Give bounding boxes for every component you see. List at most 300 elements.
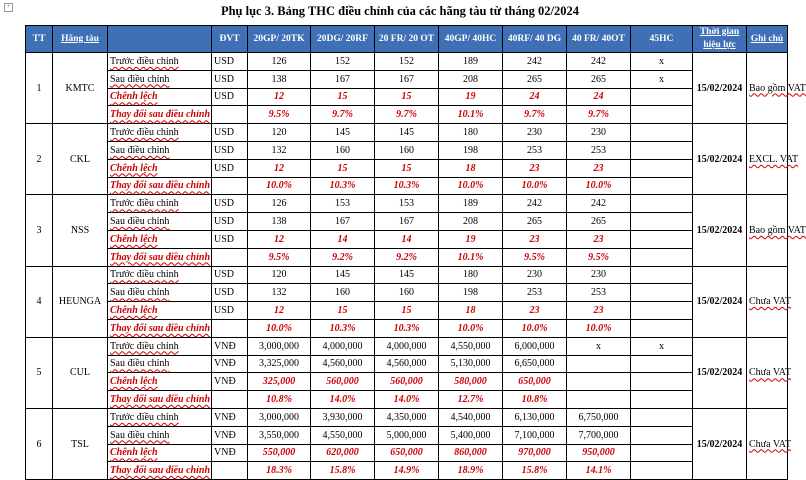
value-cell: 7,100,000: [503, 426, 567, 444]
value-cell: 153: [375, 195, 439, 213]
value-cell: 12: [248, 88, 311, 106]
value-cell: 9.7%: [567, 106, 631, 124]
value-cell-45hc: [631, 444, 693, 462]
header-tt: TT: [26, 26, 53, 53]
table-row: [26, 70, 788, 88]
table-row: [26, 462, 788, 480]
row-label-text: Chênh lệch: [110, 376, 158, 388]
value-cell: 23: [567, 302, 631, 320]
value-cell: 198: [439, 284, 503, 302]
value-cell: 253: [503, 284, 567, 302]
value-cell: 23: [503, 302, 567, 320]
currency-unit: USD: [212, 141, 248, 159]
value-cell: 10.3%: [311, 319, 375, 337]
vat-note: [747, 53, 806, 124]
value-cell: 14.0%: [311, 391, 375, 409]
row-label-text: Sau điều chỉnh: [110, 358, 170, 370]
value-cell: 10.0%: [439, 319, 503, 337]
value-cell: 167: [375, 70, 439, 88]
table-row: [26, 355, 788, 373]
row-label-text: Sau điều chỉnh: [110, 73, 170, 85]
row-label: [108, 177, 212, 195]
row-label: [108, 319, 212, 337]
value-cell: 253: [567, 141, 631, 159]
value-cell: 560,000: [375, 373, 439, 391]
value-cell-45hc: [631, 124, 693, 142]
row-label-text: Sau điều chỉnh: [110, 287, 170, 299]
table-row: [26, 444, 788, 462]
value-cell-45hc: [631, 373, 693, 391]
value-cell-45hc: [631, 106, 693, 124]
value-cell-45hc: [631, 408, 693, 426]
row-label-text: Trước điều chỉnh: [110, 269, 179, 281]
value-cell: 10.0%: [567, 319, 631, 337]
table-row: [26, 408, 788, 426]
table-row: [26, 213, 788, 231]
table-row: [26, 426, 788, 444]
value-cell-45hc: [631, 302, 693, 320]
row-index: 2: [26, 124, 53, 195]
value-cell: 12: [248, 230, 311, 248]
value-cell: 3,000,000: [248, 337, 311, 355]
value-cell: 620,000: [311, 444, 375, 462]
value-cell-45hc: [631, 355, 693, 373]
thc-table: [25, 25, 806, 480]
value-cell-45hc: x: [631, 53, 693, 71]
value-cell: [567, 391, 631, 409]
header-40gp: 40GP/ 40HC: [439, 26, 503, 53]
value-cell: 23: [567, 159, 631, 177]
table-row: [26, 391, 788, 409]
value-cell: 5,400,000: [439, 426, 503, 444]
row-label: [108, 391, 212, 409]
currency-unit: USD: [212, 88, 248, 106]
row-index: 4: [26, 266, 53, 337]
row-label-text: Sau điều chỉnh: [110, 144, 170, 156]
value-cell: 265: [503, 70, 567, 88]
value-cell: 138: [248, 70, 311, 88]
vat-note: [747, 408, 792, 479]
currency-unit: USD: [212, 284, 248, 302]
value-cell-45hc: [631, 88, 693, 106]
value-cell: 120: [248, 266, 311, 284]
value-cell: 24: [567, 88, 631, 106]
value-cell: 152: [311, 53, 375, 71]
value-cell: 9.2%: [375, 248, 439, 266]
effective-date: 15/02/2024: [693, 53, 747, 124]
value-cell: 242: [567, 53, 631, 71]
value-cell: 9.2%: [311, 248, 375, 266]
value-cell-45hc: [631, 426, 693, 444]
header-40fr: 40 FR/ 40OT: [567, 26, 631, 53]
value-cell: 4,550,000: [439, 337, 503, 355]
effective-date: 15/02/2024: [693, 195, 747, 266]
value-cell-45hc: [631, 284, 693, 302]
header-20dg: 20DG/ 20RF: [311, 26, 375, 53]
value-cell: 6,650,000: [503, 355, 567, 373]
vat-note: [747, 337, 792, 408]
value-cell: 145: [311, 266, 375, 284]
row-label-text: Thay đổi sau điều chỉnh: [110, 465, 211, 477]
row-index: 6: [26, 408, 53, 479]
value-cell: 23: [503, 230, 567, 248]
value-cell-45hc: x: [631, 337, 693, 355]
value-cell: 242: [503, 195, 567, 213]
value-cell: [567, 355, 631, 373]
value-cell: 18.3%: [248, 462, 311, 480]
value-cell: 10.3%: [375, 319, 439, 337]
currency-unit: VNĐ: [212, 373, 248, 391]
value-cell: 12: [248, 159, 311, 177]
row-label-text: Trước điều chỉnh: [110, 411, 179, 423]
header-unit: ĐVT: [212, 26, 248, 53]
row-label-text: Trước điều chỉnh: [110, 198, 179, 210]
value-cell: 12.7%: [439, 391, 503, 409]
currency-unit: VNĐ: [212, 337, 248, 355]
value-cell: 189: [439, 53, 503, 71]
value-cell: 189: [439, 195, 503, 213]
value-cell: 5,130,000: [439, 355, 503, 373]
value-cell: 230: [567, 266, 631, 284]
value-cell: 15: [375, 159, 439, 177]
row-label-text: Trước điều chỉnh: [110, 55, 179, 67]
row-label: [108, 213, 212, 231]
effective-date: 15/02/2024: [693, 337, 747, 408]
value-cell-45hc: [631, 230, 693, 248]
row-label: [108, 195, 212, 213]
value-cell: 208: [439, 70, 503, 88]
value-cell: 10.0%: [503, 177, 567, 195]
value-cell: 18.9%: [439, 462, 503, 480]
value-cell-45hc: [631, 213, 693, 231]
value-cell: 6,750,000: [567, 408, 631, 426]
row-label: [108, 408, 212, 426]
value-cell: 860,000: [439, 444, 503, 462]
value-cell: 242: [567, 195, 631, 213]
currency-unit: USD: [212, 159, 248, 177]
currency-unit: USD: [212, 302, 248, 320]
row-label-text: Chênh lệch: [110, 447, 158, 459]
value-cell: 230: [567, 124, 631, 142]
table-row: [26, 195, 788, 213]
table-row: [26, 106, 788, 124]
value-cell: 265: [567, 213, 631, 231]
value-cell: 5,000,000: [375, 426, 439, 444]
row-label: [108, 141, 212, 159]
currency-unit: VNĐ: [212, 426, 248, 444]
value-cell: 10.3%: [311, 177, 375, 195]
value-cell: 15: [311, 302, 375, 320]
row-label: [108, 70, 212, 88]
row-label-text: Thay đổi sau điều chỉnh: [110, 180, 211, 192]
value-cell: 9.5%: [503, 248, 567, 266]
value-cell: 180: [439, 266, 503, 284]
value-cell: 132: [248, 284, 311, 302]
value-cell: 9.7%: [311, 106, 375, 124]
value-cell: 230: [503, 266, 567, 284]
header-blank: [108, 26, 212, 53]
value-cell: x: [567, 337, 631, 355]
value-cell: 9.5%: [248, 248, 311, 266]
currency-unit: USD: [212, 195, 248, 213]
value-cell: 650,000: [503, 373, 567, 391]
vat-note-text: EXCL. VAT: [749, 153, 799, 165]
value-cell: 23: [503, 159, 567, 177]
value-cell: 265: [567, 70, 631, 88]
value-cell: 15: [375, 302, 439, 320]
row-index: 5: [26, 337, 53, 408]
value-cell: 9.7%: [503, 106, 567, 124]
row-label: [108, 53, 212, 71]
value-cell: 126: [248, 195, 311, 213]
row-label: [108, 426, 212, 444]
value-cell: 126: [248, 53, 311, 71]
row-index: 1: [26, 53, 53, 124]
value-cell: 15.8%: [311, 462, 375, 480]
shipping-line-name: HEUNGA: [53, 266, 108, 337]
row-label: [108, 266, 212, 284]
row-label-text: Sau điều chỉnh: [110, 429, 170, 441]
value-cell: 10.8%: [248, 391, 311, 409]
value-cell: 15: [311, 88, 375, 106]
header-20fr: 20 FR/ 20 OT: [375, 26, 439, 53]
table-row: [26, 373, 788, 391]
value-cell: 970,000: [503, 444, 567, 462]
value-cell: 167: [311, 213, 375, 231]
value-cell: 145: [375, 266, 439, 284]
value-cell: 4,000,000: [311, 337, 375, 355]
value-cell: 153: [311, 195, 375, 213]
value-cell: 160: [311, 284, 375, 302]
value-cell-45hc: [631, 391, 693, 409]
currency-unit: VNĐ: [212, 408, 248, 426]
shipping-line-name: CUL: [53, 337, 108, 408]
value-cell: 14.1%: [567, 462, 631, 480]
value-cell: 10.0%: [248, 319, 311, 337]
value-cell: 4,000,000: [375, 337, 439, 355]
row-label: [108, 444, 212, 462]
table-row: [26, 230, 788, 248]
row-label-text: Chênh lệch: [110, 233, 158, 245]
currency-unit: USD: [212, 266, 248, 284]
currency-unit: [212, 391, 248, 409]
value-cell: 160: [375, 284, 439, 302]
value-cell: 3,000,000: [248, 408, 311, 426]
value-cell: 10.0%: [503, 319, 567, 337]
value-cell: 650,000: [375, 444, 439, 462]
row-label-text: Chênh lệch: [110, 91, 158, 103]
row-label-text: Thay đổi sau điều chỉnh: [110, 251, 211, 263]
row-label: [108, 248, 212, 266]
currency-unit: USD: [212, 230, 248, 248]
effective-date: 15/02/2024: [693, 124, 747, 195]
value-cell: 152: [375, 53, 439, 71]
row-label-text: Chênh lệch: [110, 162, 158, 174]
currency-unit: USD: [212, 213, 248, 231]
row-label: [108, 355, 212, 373]
value-cell: 18: [439, 302, 503, 320]
header-40rf: 40RF/ 40 DG: [503, 26, 567, 53]
table-row: [26, 141, 788, 159]
value-cell-45hc: [631, 159, 693, 177]
row-label: [108, 106, 212, 124]
value-cell: 10.1%: [439, 106, 503, 124]
row-label-text: Thay đổi sau điều chỉnh: [110, 322, 211, 334]
table-row: [26, 159, 788, 177]
page-title: Phụ lục 3. Bảng THC điều chỉnh của các hãng tàu từ tháng 02/2024: [220, 4, 580, 18]
value-cell: 10.8%: [503, 391, 567, 409]
effective-date: 15/02/2024: [693, 408, 747, 479]
value-cell: 550,000: [248, 444, 311, 462]
header-20gp: 20GP/ 20TK: [248, 26, 311, 53]
currency-unit: USD: [212, 124, 248, 142]
value-cell-45hc: [631, 462, 693, 480]
value-cell: 4,540,000: [439, 408, 503, 426]
value-cell: 253: [503, 141, 567, 159]
header-shipping-line: Hãng tàu: [53, 26, 108, 53]
row-label-text: Trước điều chỉnh: [110, 340, 179, 352]
row-label: [108, 284, 212, 302]
value-cell: 14.0%: [375, 391, 439, 409]
currency-unit: VNĐ: [212, 355, 248, 373]
value-cell: 4,560,000: [375, 355, 439, 373]
row-label: [108, 337, 212, 355]
table-header: [26, 26, 788, 53]
value-cell: 3,930,000: [311, 408, 375, 426]
value-cell: 15: [375, 88, 439, 106]
value-cell: 230: [503, 124, 567, 142]
value-cell: 10.0%: [567, 177, 631, 195]
value-cell: 120: [248, 124, 311, 142]
value-cell: 9.5%: [248, 106, 311, 124]
shipping-line-name: CKL: [53, 124, 108, 195]
value-cell-45hc: [631, 177, 693, 195]
table-row: [26, 248, 788, 266]
vat-note: [747, 266, 792, 337]
value-cell: 3,550,000: [248, 426, 311, 444]
value-cell: 9.7%: [375, 106, 439, 124]
value-cell: 15: [311, 159, 375, 177]
value-cell: 253: [567, 284, 631, 302]
row-label: [108, 159, 212, 177]
value-cell: 19: [439, 230, 503, 248]
value-cell: 7,700,000: [567, 426, 631, 444]
value-cell: 180: [439, 124, 503, 142]
table-row: [26, 284, 788, 302]
vat-note-text: Chưa VAT: [749, 438, 792, 450]
row-label: [108, 230, 212, 248]
currency-unit: [212, 319, 248, 337]
value-cell-45hc: x: [631, 70, 693, 88]
vat-note: [747, 124, 799, 195]
currency-unit: [212, 177, 248, 195]
vat-note: [747, 195, 806, 266]
vat-note-text: Chưa VAT: [749, 367, 792, 379]
value-cell-45hc: [631, 141, 693, 159]
currency-unit: [212, 248, 248, 266]
row-label: [108, 88, 212, 106]
effective-date: 15/02/2024: [693, 266, 747, 337]
value-cell-45hc: [631, 319, 693, 337]
value-cell: 580,000: [439, 373, 503, 391]
value-cell: 10.3%: [375, 177, 439, 195]
value-cell: 9.5%: [567, 248, 631, 266]
table-row: [26, 53, 788, 71]
value-cell: 14: [311, 230, 375, 248]
value-cell-45hc: [631, 266, 693, 284]
value-cell: 23: [567, 230, 631, 248]
value-cell: 4,560,000: [311, 355, 375, 373]
value-cell: 160: [375, 141, 439, 159]
value-cell: 6,130,000: [503, 408, 567, 426]
value-cell: 208: [439, 213, 503, 231]
row-label-text: Sau điều chỉnh: [110, 216, 170, 228]
value-cell-45hc: [631, 248, 693, 266]
value-cell: 950,000: [567, 444, 631, 462]
row-label-text: Thay đổi sau điều chỉnh: [110, 109, 211, 121]
table-row: [26, 319, 788, 337]
table-row: [26, 266, 788, 284]
value-cell: 265: [503, 213, 567, 231]
value-cell: 167: [311, 70, 375, 88]
value-cell: 4,350,000: [375, 408, 439, 426]
table-row: [26, 302, 788, 320]
value-cell: 242: [503, 53, 567, 71]
value-cell: 560,000: [311, 373, 375, 391]
value-cell: 138: [248, 213, 311, 231]
value-cell: 6,000,000: [503, 337, 567, 355]
value-cell: 145: [311, 124, 375, 142]
shipping-line-name: KMTC: [53, 53, 108, 124]
header-effective-time: Thời gian hiệu lực: [693, 26, 747, 53]
row-label: [108, 302, 212, 320]
header-45hc: 45HC: [631, 26, 693, 53]
value-cell: 198: [439, 141, 503, 159]
table-row: [26, 124, 788, 142]
value-cell: 167: [375, 213, 439, 231]
value-cell: 10.1%: [439, 248, 503, 266]
row-label: [108, 462, 212, 480]
table-row: [26, 177, 788, 195]
value-cell: 132: [248, 141, 311, 159]
value-cell: 10.0%: [439, 177, 503, 195]
value-cell: 12: [248, 302, 311, 320]
value-cell: 19: [439, 88, 503, 106]
vat-note-text: Chưa VAT: [749, 296, 792, 308]
shipping-line-name: NSS: [53, 195, 108, 266]
value-cell: 145: [375, 124, 439, 142]
row-label-text: Thay đổi sau điều chỉnh: [110, 394, 211, 406]
currency-unit: [212, 462, 248, 480]
table-move-handle-icon[interactable]: +: [4, 3, 13, 12]
value-cell: 18: [439, 159, 503, 177]
value-cell: 14.9%: [375, 462, 439, 480]
table-row: [26, 88, 788, 106]
value-cell-45hc: [631, 195, 693, 213]
value-cell: [567, 373, 631, 391]
row-label: [108, 124, 212, 142]
value-cell: 4,550,000: [311, 426, 375, 444]
vat-note-text: Bao gồm VAT: [749, 82, 806, 94]
value-cell: 14: [375, 230, 439, 248]
value-cell: 160: [311, 141, 375, 159]
value-cell: 15.8%: [503, 462, 567, 480]
header-note: Ghi chú: [747, 26, 788, 53]
value-cell: 10.0%: [248, 177, 311, 195]
value-cell: 24: [503, 88, 567, 106]
table-body: [26, 53, 806, 480]
value-cell: 325,000: [248, 373, 311, 391]
